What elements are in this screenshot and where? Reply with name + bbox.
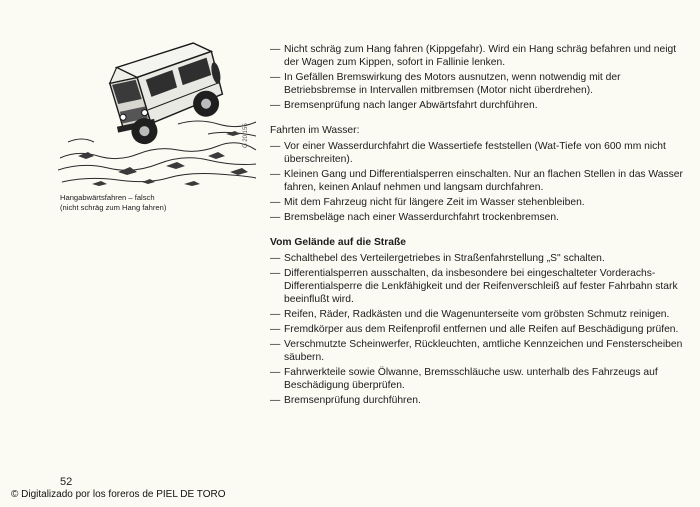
list-item: — In Gefällen Bremswirkung des Motors ausnutzen, wenn notwendig mit der Betriebsbremse in Intervallen mitbremsen (Motor nicht überdrehen). (270, 71, 690, 97)
caption-line-2: (nicht schräg zum Hang fahren) (60, 202, 167, 212)
footer-credit: © Digitalizado por los foreros de PIEL DE TORO (11, 489, 226, 500)
section-heading-road: Vom Gelände auf die Straße (270, 237, 406, 248)
list-item: — Verschmutzte Scheinwerfer, Rückleuchten, amtliche Kennzeichen und Fensterscheiben säubern. (270, 338, 690, 364)
list-item: — Bremsbeläge nach einer Wasserdurchfahrt trockenbremsen. (270, 211, 690, 224)
list-item: — Bremsenprüfung nach langer Abwärtsfahrt durchführen. (270, 99, 690, 112)
illustration-code: G 20 155 (243, 123, 249, 148)
section-heading-water: Fahrten im Wasser: (270, 125, 360, 136)
water-list (270, 140, 690, 224)
slope-instructions (270, 43, 690, 112)
page-number: 52 (60, 476, 73, 488)
slope-list (270, 43, 690, 112)
list-item: — Fahrwerkteile sowie Ölwanne, Bremsschläuche usw. unterhalb des Fahrzeugs auf Beschädigung überprüfen. (270, 366, 690, 392)
list-item: — Reifen, Räder, Radkästen und die Wagenunterseite vom gröbsten Schmutz reinigen. (270, 308, 690, 321)
water-instructions (270, 124, 690, 224)
road-instructions (270, 236, 690, 407)
list-item: — Vor einer Wasserdurchfahrt die Wassertiefe feststellen (Wat-Tiefe von 600 mm nicht überschreiten). (270, 140, 690, 166)
road-list (270, 252, 690, 407)
offroad-vehicle-illustration (58, 38, 258, 190)
instruction-text (270, 43, 690, 419)
list-item: — Kleinen Gang und Differentialsperren einschalten. Nur an flachen Stellen in das Wasser fahren, keinen Anlauf nehmen und langsam durchfahren. (270, 168, 690, 194)
list-item: — Mit dem Fahrzeug nicht für längere Zeit im Wasser stehenbleiben. (270, 196, 690, 209)
vehicle-on-slope-icon (58, 38, 258, 190)
list-item: — Fremdkörper aus dem Reifenprofil entfernen und alle Reifen auf Beschädigung prüfen. (270, 323, 690, 336)
list-item: — Bremsenprüfung durchführen. (270, 394, 690, 407)
illustration-caption (60, 193, 250, 212)
caption-line-1: Hangabwärtsfahren – falsch (60, 193, 155, 202)
list-item: — Schalthebel des Verteilergetriebes in Straßenfahrstellung „S" schalten. (270, 252, 690, 265)
list-item: — Nicht schräg zum Hang fahren (Kippgefahr). Wird ein Hang schräg befahren und neigt der Wagen zum Kippen, sofort in Fallinie lenken. (270, 43, 690, 69)
list-item: — Differentialsperren ausschalten, da insbesondere bei eingeschalteter Vorderachs-Differentialsperre die Lenkfähigkeit und der Reifenverschleiß auf fester Fahrbahn stark beeinflußt wird. (270, 267, 690, 306)
